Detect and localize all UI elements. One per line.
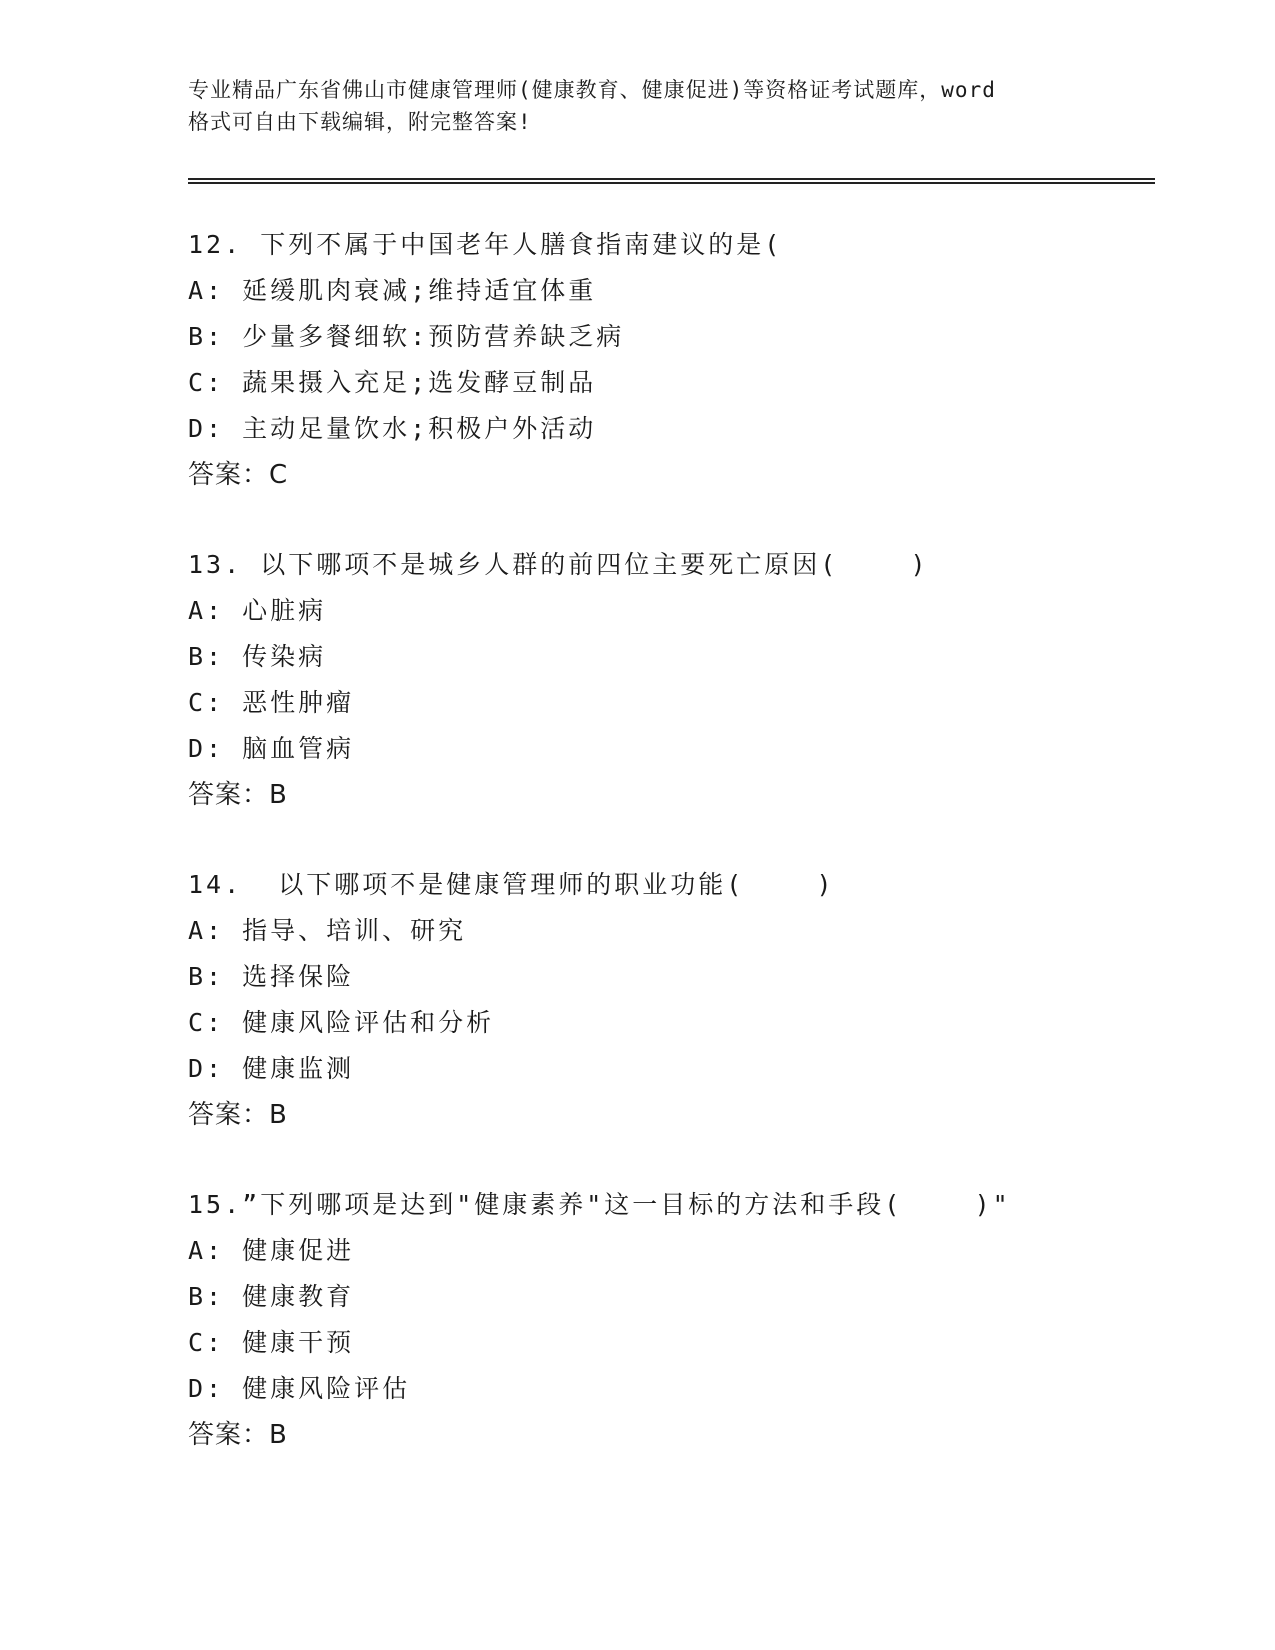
option-c: C: 恶性肿瘤: [188, 688, 355, 717]
document-header: [188, 74, 1088, 138]
question-14: [188, 862, 1188, 1138]
header-line-1: 专业精品广东省佛山市健康管理师(健康教育、健康促进)等资格证考试题库，word: [188, 78, 996, 102]
option-a: A: 心脏病: [188, 596, 327, 625]
question-15: [188, 1182, 1188, 1458]
option-b: B: 健康教育: [188, 1282, 355, 1311]
answer: 答案：C: [188, 460, 289, 490]
option-d: D: 健康风险评估: [188, 1374, 411, 1403]
question-stem: 15.”下列哪项是达到"健康素养"这一目标的方法和手段( )": [188, 1190, 1011, 1219]
option-c: C: 蔬果摄入充足;选发酵豆制品: [188, 368, 597, 397]
question-stem: 12. 下列不属于中国老年人膳食指南建议的是(: [188, 230, 783, 259]
option-b: B: 少量多餐细软:预防营养缺乏病: [188, 322, 625, 351]
option-a: A: 健康促进: [188, 1236, 355, 1265]
option-d: D: 主动足量饮水;积极户外活动: [188, 414, 597, 443]
answer: 答案：B: [188, 1420, 288, 1450]
option-a: A: 指导、培训、研究: [188, 916, 467, 945]
header-divider: [188, 178, 1155, 184]
option-d: D: 健康监测: [188, 1054, 355, 1083]
question-13: [188, 542, 1188, 818]
option-b: B: 选择保险: [188, 962, 355, 991]
answer: 答案：B: [188, 780, 288, 810]
option-c: C: 健康风险评估和分析: [188, 1008, 495, 1037]
option-d: D: 脑血管病: [188, 734, 355, 763]
option-a: A: 延缓肌肉衰减;维持适宜体重: [188, 276, 597, 305]
question-12: [188, 222, 1188, 498]
option-b: B: 传染病: [188, 642, 327, 671]
question-stem: 13. 以下哪项不是城乡人群的前四位主要死亡原因( ): [188, 550, 929, 579]
option-c: C: 健康干预: [188, 1328, 355, 1357]
question-stem: 14. 以下哪项不是健康管理师的职业功能( ): [188, 870, 835, 899]
header-line-2: 格式可自由下载编辑，附完整答案!: [188, 110, 532, 134]
answer: 答案：B: [188, 1100, 288, 1130]
